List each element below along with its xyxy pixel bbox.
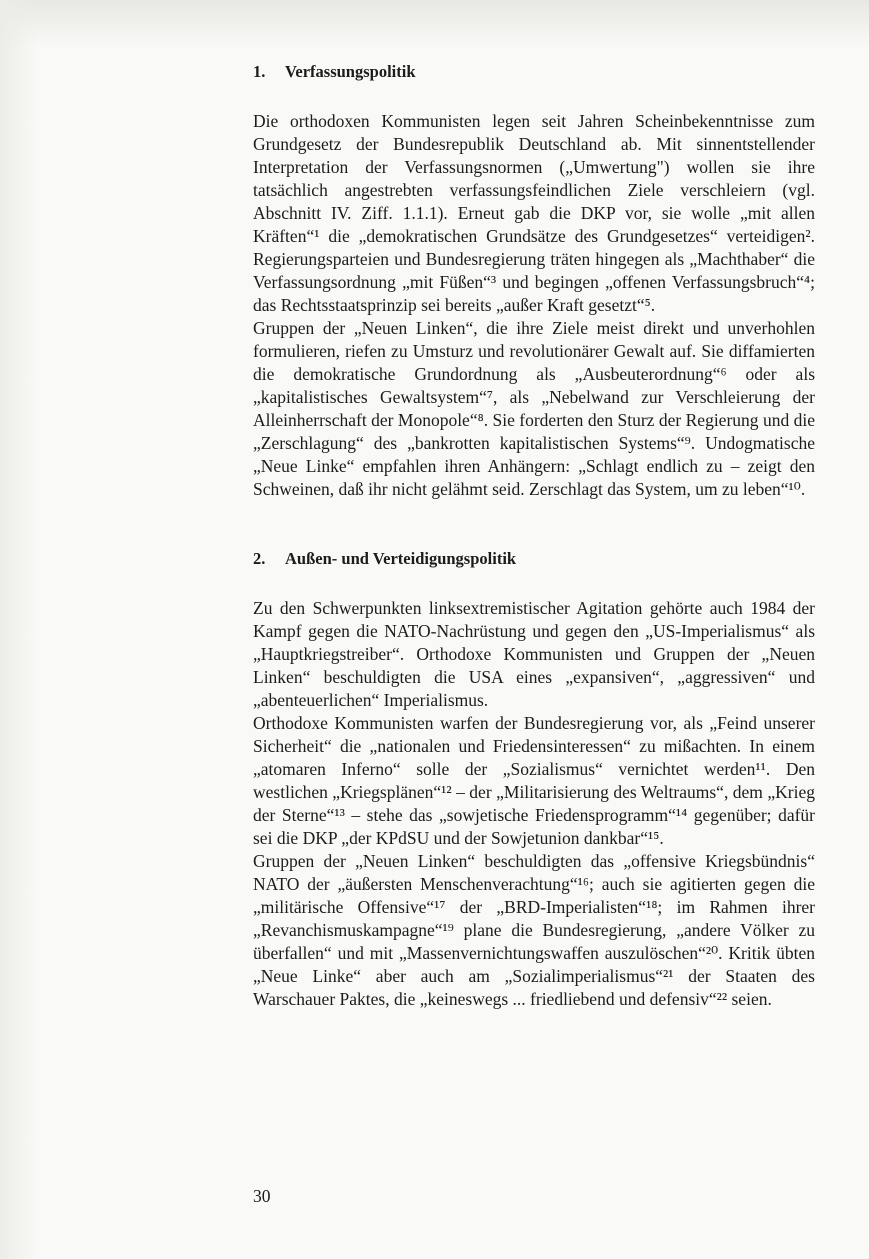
page-content [253, 60, 815, 1011]
scan-shadow-left [0, 0, 38, 1259]
paragraph: Orthodoxe Kommunisten warfen der Bundesregierung vor, als „Feind unserer Sicherheit“ die „nationalen und Friedensinteressen“ zu mißachten. In einem „atomaren Inferno“ solle der „Sozialismus“ vernichtet werden¹¹. Den westlichen „Kriegsplänen“¹² – der „Militarisierung des Weltraums“, dem „Krieg der Sterne“¹³ – stehe das „sowjetische Friedensprogramm“¹⁴ gegenüber; dafür sei die DKP „der KPdSU und der Sowjetunion dankbar“¹⁵. [253, 713, 815, 848]
paragraph: Zu den Schwerpunkten linksextremistischer Agitation gehörte auch 1984 der Kampf gegen die NATO-Nachrüstung und gegen den „US-Imperialismus“ als „Hauptkriegstreiber“. Orthodoxe Kommunisten und Gruppen der „Neuen Linken“ beschuldigten die USA eines „expansiven“, „aggressiven“ und „abenteuerlichen“ Imperialismus. [253, 598, 815, 710]
section-title: Verfassungspolitik [285, 62, 416, 81]
section-heading-1 [253, 60, 815, 84]
paragraph: Gruppen der „Neuen Linken“, die ihre Ziele meist direkt und unverhohlen formulieren, riefen zu Umsturz und revolutionärer Gewalt auf. Sie diffamierten die demokratische Grundordnung als „Ausbeuterordnung“⁶ oder als „kapitalistisches Gewaltsystem“⁷, als „Nebelwand zur Verschleierung der Alleinherrschaft der Monopole“⁸. Sie forderten den Sturz der Regierung und die „Zerschlagung“ des „bankrotten kapitalistischen Systems“⁹. Undogmatische „Neue Linke“ empfahlen ihren Anhängern: „Schlagt endlich zu – zeigt den Schweinen, daß ihr nicht gelähmt seid. Zerschlagt das System, um zu leben“¹⁰. [253, 318, 815, 499]
section-heading-2 [253, 547, 815, 571]
section-number: 2. [253, 549, 266, 568]
section-title: Außen- und Verteidigungspolitik [285, 549, 517, 568]
paragraph: Die orthodoxen Kommunisten legen seit Jahren Scheinbekenntnisse zum Grundgesetz der Bundesrepublik Deutschland ab. Mit sinnentstellender Interpretation der Verfassungsnormen („Umwertung") wollen sie ihre tatsächlich angestrebten verfassungsfeindlichen Ziele verschleiern (vgl. Abschnitt IV. Ziff. 1.1.1). Erneut gab die DKP vor, sie wolle „mit allen Kräften“¹ die „demokratischen Grundsätze des Grundgesetzes“ verteidigen². Regierungsparteien und Bundesregierung träten hingegen als „Machthaber“ die Verfassungsordnung „mit Füßen“³ und begingen „offenen Verfassungsbruch“⁴; das Rechtsstaatsprinzip sei bereits „außer Kraft gesetzt“⁵. [253, 111, 815, 315]
page-number: 30 [253, 1186, 271, 1206]
section-number: 1. [253, 62, 266, 81]
scan-shadow-top [0, 0, 869, 48]
paragraph: Gruppen der „Neuen Linken“ beschuldigten das „offensive Kriegsbündnis“ NATO der „äußersten Menschenverachtung“¹⁶; auch sie agitierten gegen die „militärische Offensive“¹⁷ der „BRD-Imperialisten“¹⁸; im Rahmen ihrer „Revanchismuskampagne“¹⁹ plane die Bundesregierung, „andere Völker zu überfallen“ und mit „Massenvernichtungswaffen auszulöschen“²⁰. Kritik übten „Neue Linke“ aber auch am „Sozialimperialismus“²¹ der Staaten des Warschauer Paktes, die „keineswegs ... friedliebend und defensiv“²² seien. [253, 851, 815, 1009]
